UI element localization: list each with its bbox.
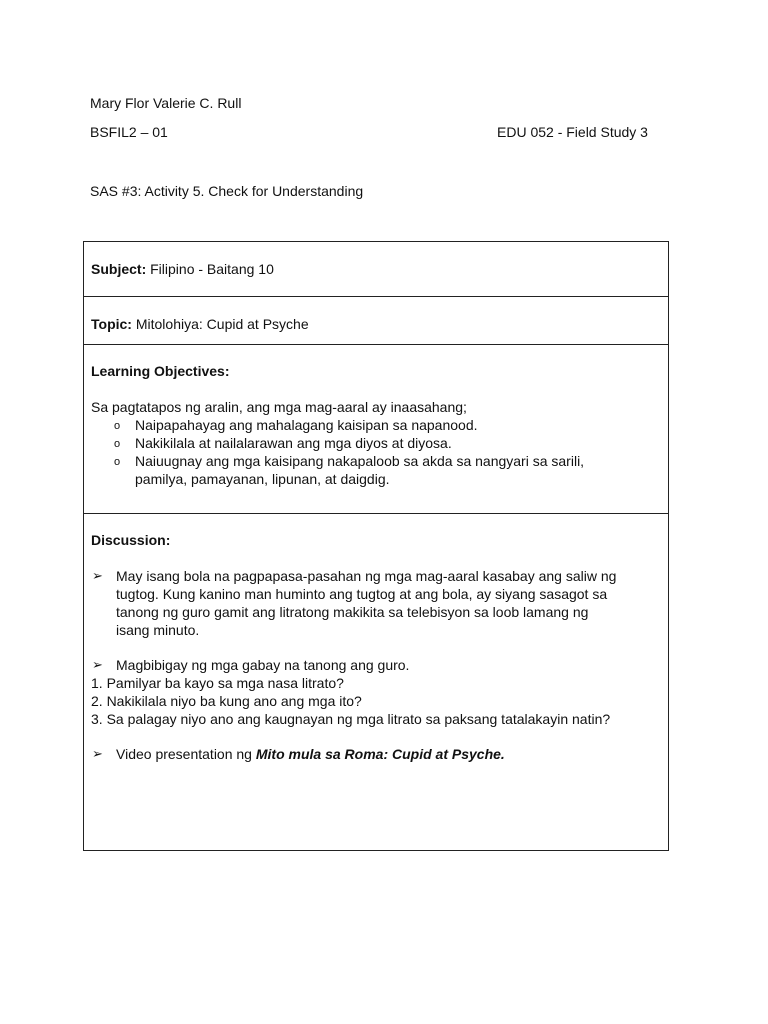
circle-bullet-icon: o [114,456,121,468]
objective-item-continued: pamilya, pamayanan, lipunan, at daigdig. [135,471,390,487]
guide-question: 3. Sa palagay niyo ano ang kaugnayan ng mga litrato sa paksang tatalakayin natin? [91,711,611,727]
subject-row [84,242,668,297]
discussion-guide-intro: Magbibigay ng mga gabay na tanong ang guro. [116,657,410,673]
objective-item: Naipapahayag ang mahalagang kaisipan sa napanood. [135,417,478,433]
objectives-row [84,345,668,514]
objectives-heading: Learning Objectives: [91,363,230,379]
student-name: Mary Flor Valerie C. Rull [90,95,242,111]
video-presentation-line [116,745,505,763]
discussion-paragraph-line: May isang bola na pagpapasa-pasahan ng mga mag-aaral kasabay ang saliw ng [116,568,617,584]
objectives-intro: Sa pagtatapos ng aralin, ang mga mag-aaral ay inaasahang; [91,399,467,415]
discussion-paragraph-line: tanong ng guro gamit ang litratong makikita sa telebisyon sa loob lamang ng [116,604,589,620]
discussion-paragraph-line: isang minuto. [116,622,200,638]
discussion-paragraph-line: tugtog. Kung kanino man huminto ang tugtog at ang bola, ay siyang sasagot sa [116,586,608,602]
topic-row [84,297,668,345]
circle-bullet-icon: o [114,438,121,450]
subject-value: Filipino - Baitang 10 [150,261,274,277]
arrow-bullet-icon: ➢ [92,657,103,672]
topic-value: Mitolohiya: Cupid at Psyche [135,316,309,332]
lesson-plan-table [83,241,669,851]
topic-label: Topic: [91,316,132,332]
student-section: BSFIL2 – 01 [90,124,168,140]
arrow-bullet-icon: ➢ [92,568,103,583]
topic-line [91,315,309,333]
activity-title: SAS #3: Activity 5. Check for Understanding [90,183,364,199]
objective-item: Nakikilala at nailalarawan ang mga diyos at diyosa. [135,435,452,451]
video-presentation-prefix: Video presentation ng [116,746,256,762]
discussion-row [84,514,668,851]
guide-question: 2. Nakikilala niyo ba kung ano ang mga ito? [91,693,362,709]
objective-item: Naiuugnay ang mga kaisipang nakapaloob sa akda sa nangyari sa sarili, [135,453,585,469]
circle-bullet-icon: o [114,420,121,432]
video-presentation-title: Mito mula sa Roma: Cupid at Psyche. [255,746,505,762]
discussion-heading: Discussion: [91,532,171,548]
subject-line [91,260,274,278]
arrow-bullet-icon: ➢ [92,746,103,761]
course-code: EDU 052 - Field Study 3 [497,124,648,140]
subject-label: Subject: [91,261,147,277]
guide-question: 1. Pamilyar ba kayo sa mga nasa litrato? [91,675,344,691]
